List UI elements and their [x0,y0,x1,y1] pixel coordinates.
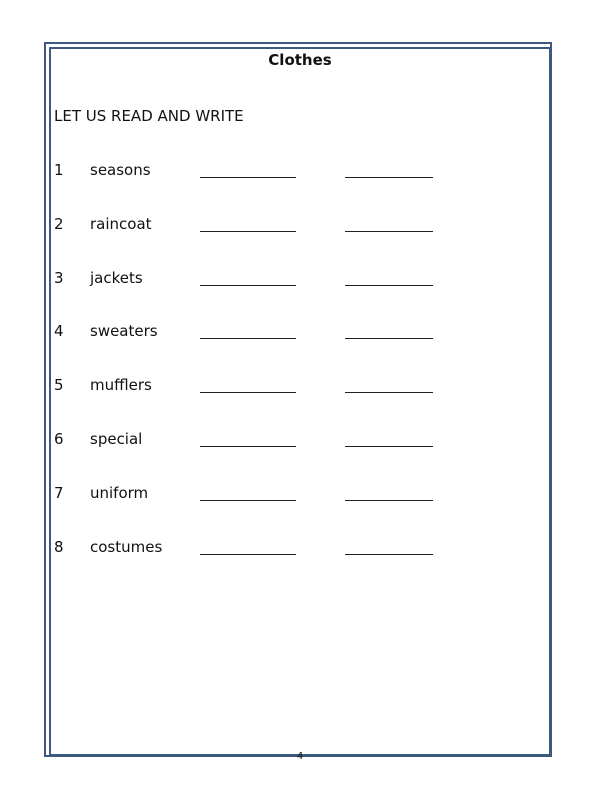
word-row [0,376,600,398]
answer-blank-2 [345,177,433,178]
item-number: 4 [54,322,64,340]
item-word: sweaters [90,322,158,340]
answer-blank-1 [200,338,296,339]
worksheet-instruction: LET US READ AND WRITE [54,107,244,125]
item-word: jackets [90,269,143,287]
answer-blank-1 [200,177,296,178]
word-row [0,484,600,506]
item-word: raincoat [90,215,152,233]
answer-blank-2 [345,500,433,501]
word-row [0,161,600,183]
item-number: 6 [54,430,64,448]
answer-blank-1 [200,446,296,447]
item-word: uniform [90,484,149,502]
answer-blank-2 [345,446,433,447]
item-word: mufflers [90,376,152,394]
item-number: 8 [54,538,64,556]
item-number: 2 [54,215,64,233]
answer-blank-2 [345,338,433,339]
answer-blank-1 [200,231,296,232]
answer-blank-1 [200,554,296,555]
word-row [0,538,600,560]
answer-blank-1 [200,500,296,501]
worksheet-title: Clothes [268,51,332,69]
answer-blank-2 [345,392,433,393]
item-word: costumes [90,538,163,556]
answer-blank-1 [200,285,296,286]
word-row [0,215,600,237]
answer-blank-1 [200,392,296,393]
page-number: 4 [296,751,304,762]
answer-blank-2 [345,231,433,232]
item-number: 3 [54,269,64,287]
answer-blank-2 [345,285,433,286]
page-border-inner [49,47,551,756]
word-row [0,322,600,344]
word-row [0,430,600,452]
item-number: 1 [54,161,64,179]
answer-blank-2 [345,554,433,555]
item-word: seasons [90,161,151,179]
item-word: special [90,430,143,448]
item-number: 5 [54,376,64,394]
word-row [0,269,600,291]
item-number: 7 [54,484,64,502]
